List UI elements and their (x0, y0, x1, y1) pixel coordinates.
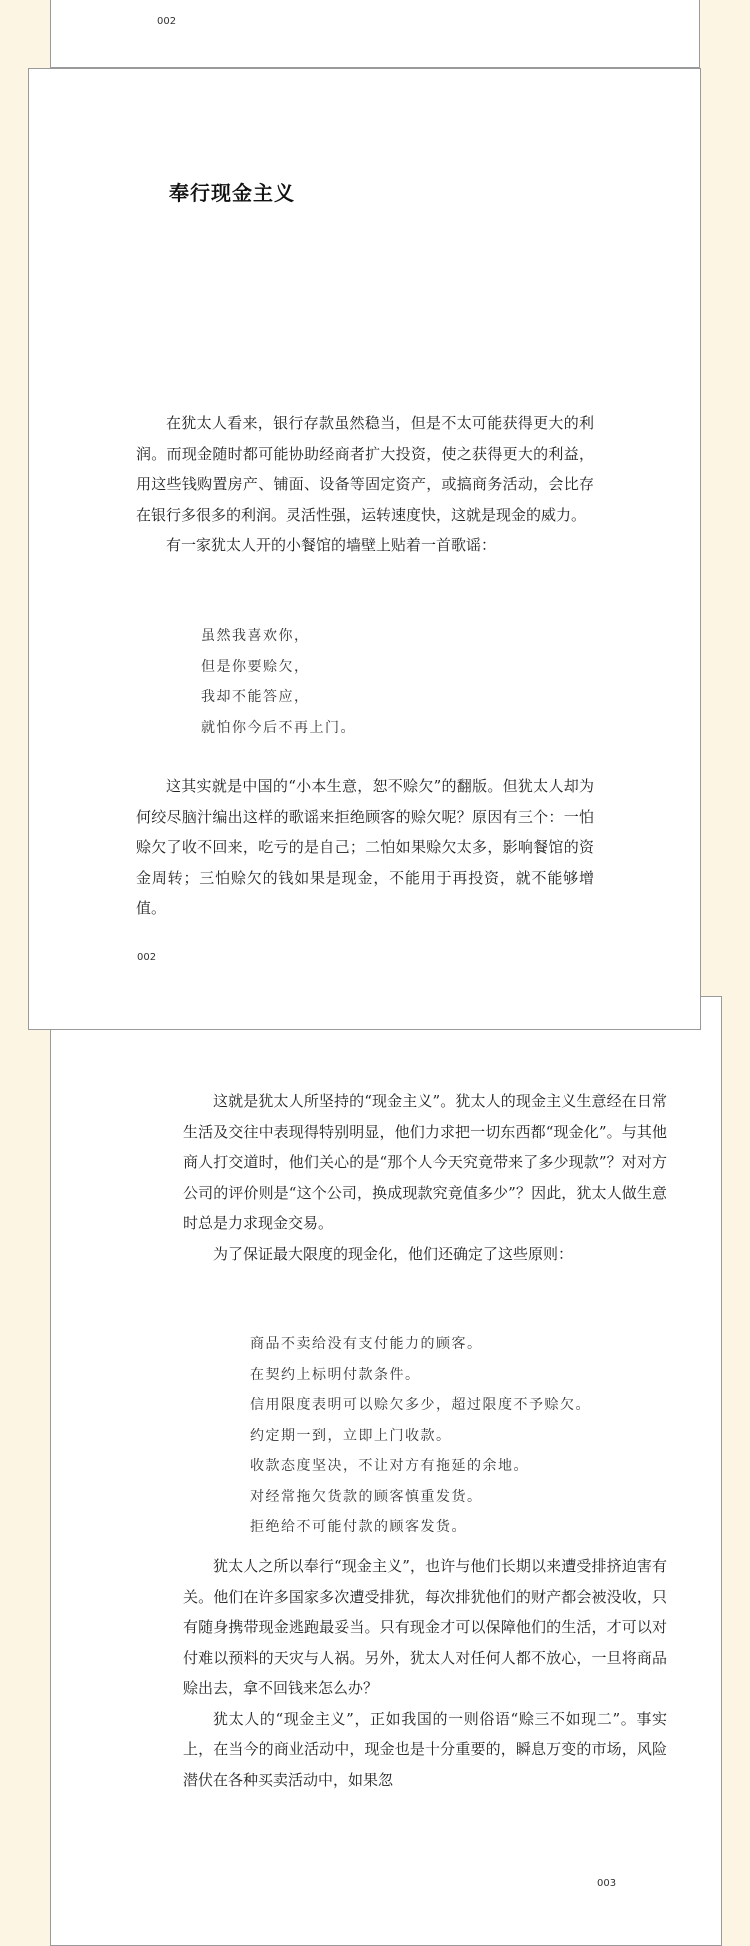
poem-line: 但是你要赊欠， (201, 658, 310, 675)
rule-item: 约定期一到，立即上门收款。 (250, 1427, 452, 1444)
current-page (28, 68, 701, 1030)
page-number: 002 (157, 16, 177, 27)
page-number: 002 (137, 952, 157, 963)
page-number: 003 (597, 1878, 617, 1889)
paragraph: 犹太人的“现金主义”，正如我国的一则俗语“赊三不如现二”。事实上，在当今的商业活动中，现金也是十分重要的，瞬息万变的市场，风险潜伏在各种买卖活动中，如果忽 (183, 1709, 667, 1789)
poem-line: 虽然我喜欢你， (201, 628, 310, 644)
rules-list (250, 1329, 591, 1543)
paragraph: 犹太人之所以奉行“现金主义”，也许与他们长期以来遭受排挤迫害有关。他们在许多国家多次遭受排犹，每次排犹他们的财产都会被没收，只有随身携带现金逃跑最妥当。只有现金才可以保障他们的生活，才可以对付难以预料的天灾与人祸。另外，犹太人对任何人都不放心，一旦将商品赊出去，拿不回钱来怎么办？ (183, 1557, 667, 1697)
paragraph: 有一家犹太人开的小餐馆的墙壁上贴着一首歌谣： (166, 536, 497, 554)
poem-line: 我却不能答应， (201, 689, 310, 705)
paragraph: 这其实就是中国的“小本生意，恕不赊欠”的翻版。但犹太人却为何绞尽脑汁编出这样的歌谣来拒绝顾客的赊欠呢？原因有三个：一怕赊欠了收不回来，吃亏的是自己；二怕如果赊欠太多，影响餐馆的资金周转；三怕赊欠的钱如果是现金，不能用于再投资，就不能够增值。 (136, 777, 594, 917)
previous-page (50, 0, 700, 68)
rule-item: 拒绝给不可能付款的顾客发货。 (250, 1519, 467, 1535)
paragraph: 在犹太人看来，银行存款虽然稳当，但是不太可能获得更大的利润。而现金随时都可能协助经商者扩大投资，使之获得更大的利益，用这些钱购置房产、铺面、设备等固定资产，或搞商务活动，会比存在银行多很多的利润。灵活性强，运转速度快，这就是现金的威力。 (136, 414, 594, 524)
body-text (136, 408, 594, 561)
next-page (50, 996, 722, 1946)
poem (201, 621, 356, 743)
poem-line: 就怕你今后不再上门。 (201, 719, 356, 736)
rule-item: 收款态度坚决，不让对方有拖延的余地。 (250, 1458, 529, 1474)
body-text (183, 1551, 667, 1795)
rule-item: 商品不卖给没有支付能力的顾客。 (250, 1336, 483, 1352)
paragraph: 这就是犹太人所坚持的“现金主义”。犹太人的现金主义生意经在日常生活及交往中表现得特别明显，他们力求把一切东西都“现金化”。与其他商人打交道时，他们关心的是“那个人今天究竟带来了多少现款”？对对方公司的评价则是“这个公司，换成现款究竟值多少”？因此，犹太人做生意时总是力求现金交易。 (183, 1092, 667, 1232)
body-text (183, 1086, 667, 1269)
body-text (136, 771, 594, 924)
rule-item: 在契约上标明付款条件。 (250, 1366, 421, 1383)
rule-item: 对经常拖欠货款的顾客慎重发货。 (250, 1488, 483, 1505)
rule-item: 信用限度表明可以赊欠多少，超过限度不予赊欠。 (250, 1397, 591, 1413)
page-title: 奉行现金主义 (169, 181, 295, 205)
paragraph: 为了保证最大限度的现金化，他们还确定了这些原则： (213, 1244, 574, 1263)
